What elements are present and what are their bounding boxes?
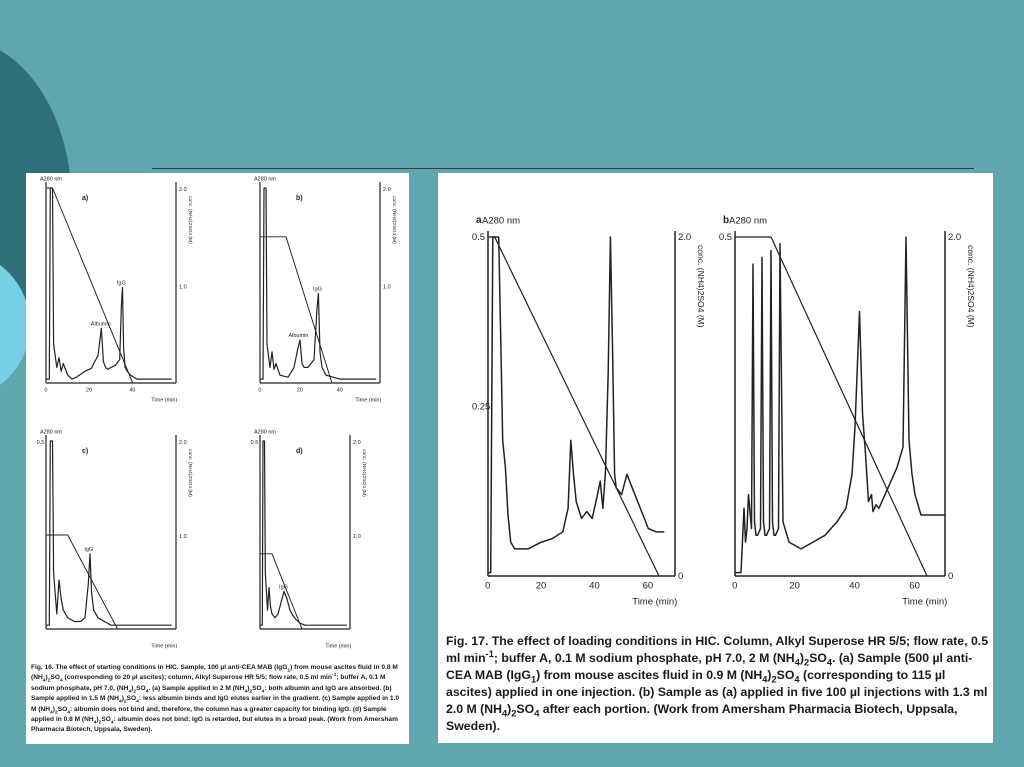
- chart-panel-5: [472, 215, 706, 608]
- right-tick-label: 2.0: [948, 232, 962, 243]
- absorbance-trace: [260, 441, 347, 625]
- x-axis-label: Time (min): [151, 643, 178, 650]
- fig17-caption-text: after each portion. (Work from Amersham Pharmacia Biotech, Uppsala, Sweden).: [446, 701, 958, 733]
- fig17-caption-subscript: 4: [826, 657, 832, 668]
- fig16-caption-text: ): [96, 716, 99, 724]
- chart-panel-1: [40, 176, 193, 403]
- fig17-caption-text: Fig. 17. The effect of loading conditions in HIC. Column, Alkyl Superose HR 5/5; flow rate, 0.5 ml min: [446, 634, 989, 665]
- x-tick-label: 0: [485, 580, 491, 592]
- gradient-line: [260, 554, 347, 629]
- x-tick-label: 20: [296, 387, 303, 394]
- fig16-caption-subscript: 4: [110, 720, 114, 726]
- gradient-line: [488, 237, 659, 576]
- fig16-caption-subscript: 4: [67, 709, 71, 715]
- fig17-caption-text: ) from mouse ascites fluid in 0.9 M (NH: [536, 667, 763, 682]
- figure-16-caption: [31, 663, 404, 736]
- fig16-caption-text: SO: [57, 705, 68, 713]
- figure-17-caption: [446, 633, 994, 734]
- fig16-caption-subscript: 4: [118, 699, 122, 705]
- fig16-caption-subscript: 4: [261, 689, 265, 695]
- fig16-caption-subscript: 4: [136, 699, 139, 705]
- fig17-caption-text: SO: [776, 667, 795, 682]
- x-axis-label: Time (min): [355, 397, 382, 404]
- y-axis-label-right: conc. (NH4)2SO4 (M): [187, 196, 193, 244]
- gradient-line: [260, 237, 376, 383]
- fig17-caption-text: ): [799, 650, 804, 665]
- x-axis-label: Time (min): [325, 643, 352, 650]
- fig17-caption-subscript: 4: [794, 674, 800, 685]
- figure-16: [26, 173, 409, 744]
- right-tick-label: 1.0: [179, 534, 187, 540]
- x-axis-label: Time (min): [151, 397, 178, 404]
- x-tick-label: 60: [642, 580, 654, 592]
- fig16-caption-text: ; buffer A, 0.1 M sodium phosphate, pH 7.0, (NH: [31, 674, 386, 692]
- peak-label: IgG: [313, 286, 322, 293]
- fig16-caption-text: : albumin does not bind and, therefore, the column has a greater capacity for binding IgG. (d) Sample applied in 0.8 M (NH: [31, 705, 387, 724]
- fig16-caption-superscript: -1: [331, 673, 337, 679]
- fig16-caption-subscript: 4: [93, 720, 97, 726]
- left-tick-label: 0.25: [471, 401, 491, 413]
- figure-17: [438, 173, 993, 743]
- fig17-caption-text: (corresponding to 115 µl ascites) applied in one injection. (b) Sample as (a) applied in five 100 µl injections with 1.3 ml 2.0 M (NH: [446, 667, 988, 716]
- peak-label: IgG: [84, 546, 94, 553]
- right-tick-label: 2.0: [678, 232, 692, 243]
- fig17-caption-subscript: 4: [534, 708, 540, 719]
- x-tick-label: 0: [258, 387, 262, 394]
- panel-label: b): [296, 195, 303, 202]
- x-tick-label: 20: [535, 580, 547, 592]
- fig16-caption-subscript: 4: [50, 709, 53, 715]
- fig17-caption-text: ): [507, 701, 512, 716]
- y-axis-label-right: conc. (NH4)2SO4 (M): [695, 245, 706, 328]
- fig16-caption-text: : less albumin binds and IgG elutes earlier in the gradient. (c) Sample applied in 1.0 M (NH: [31, 695, 400, 713]
- fig16-caption-text: ): [52, 705, 55, 713]
- peak-label: Albumin: [288, 333, 309, 340]
- fig17-caption-subscript: 2: [771, 674, 777, 685]
- fig16-caption-subscript: 2: [133, 689, 137, 695]
- fig17-caption-text: ): [767, 667, 772, 682]
- panel-label: b: [723, 215, 730, 226]
- x-tick-label: 0: [732, 580, 738, 592]
- fig16-caption-text: SO: [101, 716, 111, 724]
- right-tick-label: 2.0: [383, 187, 391, 193]
- chart-panel-6: [719, 215, 976, 608]
- right-tick-label: 0: [948, 571, 954, 582]
- x-tick-label: 20: [86, 387, 93, 394]
- x-tick-label: 40: [589, 580, 600, 592]
- absorbance-trace: [260, 188, 376, 379]
- right-tick-label: 2.0: [353, 440, 361, 446]
- x-tick-label: 0: [44, 387, 48, 394]
- peak-label: Albumin: [90, 321, 111, 328]
- fig17-caption-subscript: 4: [762, 674, 768, 685]
- fig17-caption-subscript: 4: [794, 657, 800, 668]
- right-tick-label: 1.0: [179, 284, 187, 291]
- chart-panel-4: [251, 429, 368, 649]
- y-axis-label-left: A280 nm: [254, 176, 277, 183]
- fig16-caption-subscript: 2: [249, 689, 253, 695]
- fig16-caption-text: SO: [252, 684, 262, 692]
- fig16-caption-text: ): [131, 684, 134, 692]
- absorbance-trace: [46, 441, 172, 625]
- y-axis-label-left: A280 nm: [482, 215, 521, 227]
- chart-panel-2: [254, 176, 397, 403]
- fig16-caption-text: ): [121, 695, 124, 703]
- fig17-caption-text: . (a) Sample (500 µl anti-CEA MAB (IgG: [446, 650, 973, 682]
- absorbance-trace: [735, 237, 945, 573]
- gradient-line: [46, 188, 172, 383]
- fig17-caption-subscript: 2: [511, 708, 517, 719]
- fig16-caption-text: SO: [50, 674, 60, 682]
- x-tick-label: 40: [129, 387, 136, 394]
- panel-label: c): [82, 448, 89, 455]
- fig16-caption-subscript: 2: [55, 709, 58, 715]
- y-axis-label-right: conc. (NH4)2SO4 (M): [391, 196, 397, 244]
- x-tick-label: 60: [909, 580, 920, 592]
- left-tick-label: 0.5: [471, 232, 486, 243]
- right-tick-label: 2.0: [179, 187, 187, 193]
- fig16-caption-text: SO: [126, 695, 137, 703]
- right-tick-label: 1.0: [353, 534, 361, 540]
- left-tick-label: 0.5: [250, 440, 259, 446]
- figure-16-charts: [26, 173, 409, 663]
- peak-label: IgG: [116, 280, 126, 287]
- fig16-caption-subscript: 1: [287, 668, 291, 674]
- y-axis-label-right: conc. (NH4)2SO4 (M): [361, 449, 367, 497]
- gradient-line: [46, 535, 172, 629]
- left-tick-label: 0.5: [36, 440, 45, 446]
- y-axis-label-left: A280 nm: [40, 176, 63, 183]
- fig17-caption-text: ; buffer A, 0.1 M sodium phosphate, pH 7.0, 2 M (NH: [493, 650, 795, 665]
- fig16-caption-subscript: 2: [123, 699, 127, 705]
- x-tick-label: 40: [849, 580, 860, 592]
- fig16-caption-text: : both albumin and IgG are absorbed. (b) Sample applied in 1.5 M (NH: [31, 684, 392, 703]
- fig16-caption-subscript: 4: [128, 689, 132, 695]
- chart-panel-3: [37, 429, 194, 649]
- fig16-caption-text: ) from mouse ascites fluid in 0.8 M (NH: [31, 664, 398, 682]
- y-axis-label-left: A280 nm: [40, 429, 63, 436]
- panel-label: a): [82, 195, 89, 202]
- fig16-caption-subscript: 2: [47, 678, 51, 684]
- fig16-caption-text: Fig. 16. The effect of starting conditions in HIC. Sample, 100 µl anti-CEA MAB (IgG: [31, 664, 288, 671]
- y-axis-label-right: conc. (NH4)2SO4 (M): [965, 245, 976, 328]
- x-tick-label: 20: [789, 580, 800, 592]
- left-tick-label: 0.5: [718, 232, 733, 243]
- right-tick-label: 0: [678, 571, 684, 582]
- y-axis-label-left: A280 nm: [729, 215, 768, 227]
- fig17-caption-subscript: 2: [803, 657, 810, 668]
- fig16-caption-text: ): [45, 674, 48, 682]
- fig17-caption-subscript: 4: [502, 708, 508, 719]
- y-axis-label-right: conc. (NH4)2SO4 (M): [187, 449, 193, 497]
- fig16-caption-subscript: 4: [59, 678, 63, 684]
- fig16-caption-subscript: 4: [244, 689, 248, 695]
- fig17-caption-text: SO: [809, 650, 827, 665]
- fig17-caption-subscript: 1: [530, 674, 537, 685]
- fig16-caption-subscript: 4: [42, 678, 46, 684]
- absorbance-trace: [46, 188, 172, 379]
- x-axis-label: Time (min): [632, 596, 678, 608]
- title-divider-line: [152, 168, 974, 169]
- panel-label: d): [296, 448, 303, 455]
- fig16-caption-subscript: 4: [145, 689, 149, 695]
- fig17-caption-superscript: -1: [485, 648, 494, 659]
- fig16-caption-text: (corresponding to 20 µl ascites); column, Alkyl Superose HR 5/5; flow rate, 0.5 ml min: [62, 674, 332, 682]
- fig16-caption-subscript: 2: [98, 720, 102, 726]
- fig16-caption-text: : albumin does not bind; IgG is retarded, but elutes in a broad peak. (Work from Amersham Pharmacia Biotech, Uppsala, Sweden).: [31, 716, 398, 734]
- fig16-caption-text: . (a) Sample applied in 2 M (NH: [148, 684, 245, 692]
- fig17-caption-text: SO: [516, 701, 535, 716]
- figure-17-charts: [438, 173, 993, 633]
- fig16-caption-text: SO: [136, 684, 146, 692]
- x-tick-label: 40: [336, 387, 343, 394]
- peak-label: IgG: [279, 584, 288, 591]
- panel-label: a: [476, 215, 482, 226]
- right-tick-label: 1.0: [383, 284, 391, 291]
- y-axis-label-left: A280 nm: [254, 429, 277, 436]
- x-axis-label: Time (min): [902, 596, 948, 608]
- fig16-caption-text: ): [247, 684, 250, 692]
- right-tick-label: 2.0: [179, 440, 187, 446]
